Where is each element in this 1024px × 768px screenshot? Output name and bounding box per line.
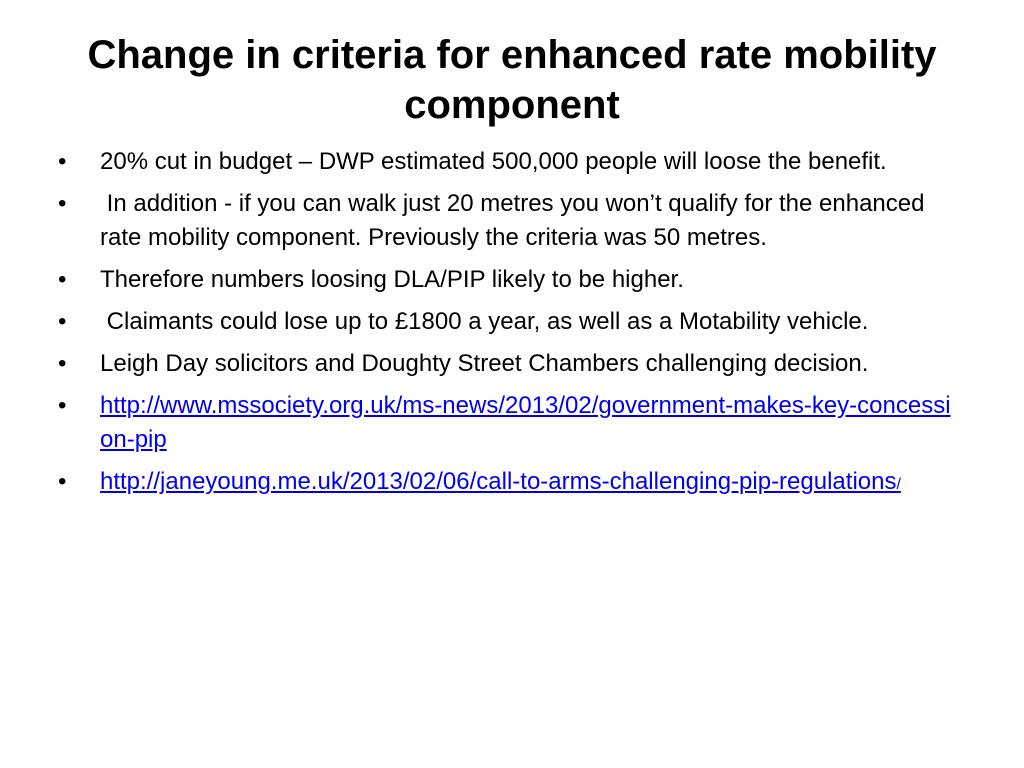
janeyoung-link-text: http://janeyoung.me.uk/2013/02/06/call-to-arms-challenging-pip-regulations	[100, 468, 897, 495]
bullet-item-numbers-higher	[58, 263, 958, 297]
bullet-icon: •	[58, 148, 67, 175]
janeyoung-link-suffix: /	[896, 476, 901, 493]
bullet-list	[58, 145, 958, 510]
bullet-item-legal-challenge	[58, 347, 958, 381]
bullet-icon: •	[58, 308, 67, 335]
bullet-item-claimants-lose	[58, 305, 958, 339]
bullet-item-budget-cut	[58, 145, 958, 179]
bullet-text: 20% cut in budget – DWP estimated 500,000 people will loose the benefit.	[100, 148, 887, 175]
bullet-icon: •	[58, 392, 67, 419]
bullet-text: Leigh Day solicitors and Doughty Street Chambers challenging decision.	[100, 350, 869, 377]
bullet-text: Claimants could lose up to £1800 a year, as well as a Motability vehicle.	[100, 308, 869, 335]
slide-title: Change in criteria for enhanced rate mobility component	[87, 33, 937, 127]
janeyoung-link[interactable]	[100, 468, 901, 495]
bullet-icon: •	[58, 190, 67, 217]
bullet-item-mssociety-link	[58, 389, 958, 457]
bullet-icon: •	[58, 468, 67, 495]
bullet-icon: •	[58, 350, 67, 377]
bullet-text: Therefore numbers loosing DLA/PIP likely to be higher.	[100, 266, 684, 293]
bullet-text: In addition - if you can walk just 20 metres you won’t qualify for the enhanced rate mobility component. Previously the criteria was 50 metres.	[100, 190, 932, 251]
bullet-text	[100, 465, 958, 502]
mssociety-link[interactable]: http://www.mssociety.org.uk/ms-news/2013/02/government-makes-key-concession-pip	[100, 392, 951, 453]
bullet-item-janeyoung-link	[58, 465, 958, 502]
bullet-text	[100, 389, 958, 457]
bullet-icon: •	[58, 266, 67, 293]
bullet-item-walking-criteria	[58, 187, 958, 255]
